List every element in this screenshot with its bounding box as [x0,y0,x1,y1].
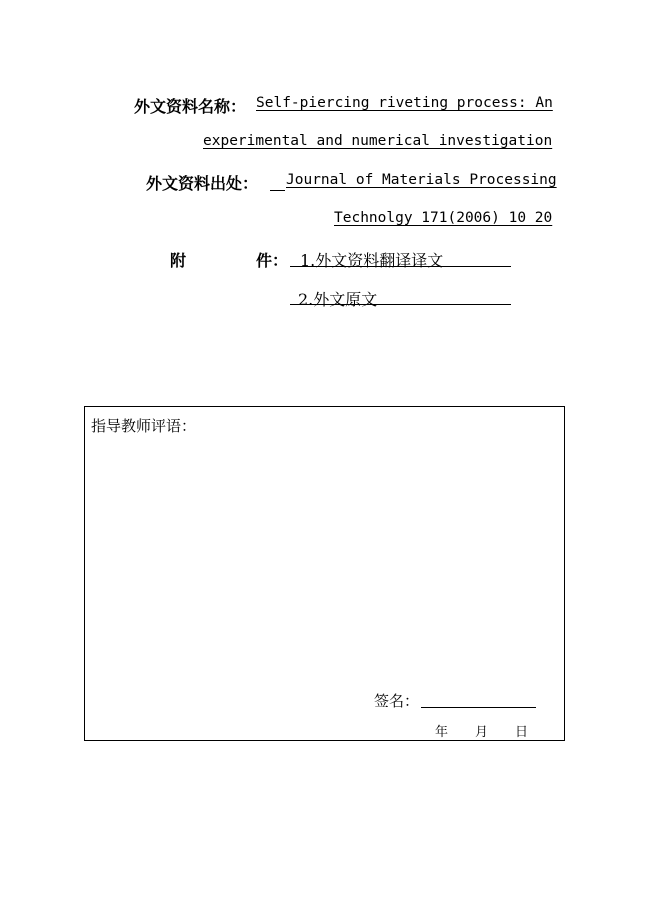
attachment-underline-2 [290,304,511,305]
signature-label: 签名： [374,692,420,710]
attach-label-char-2: 件： [256,251,289,270]
attachment-item-1: 1.外文资料翻译译文 [300,251,444,270]
attach-label-char-1: 附 [170,251,187,270]
date-month-label: 月 [475,725,489,740]
signature-line [421,707,536,708]
title-line-1: Self-piercing riveting process: An [256,95,553,111]
advisor-comment-box [84,406,565,741]
title-line-2: experimental and numerical investigation [203,133,553,149]
title-label: 外文资料名称： [134,97,247,116]
source-label: 外文资料出处： [146,174,259,193]
source-underline-lead [270,190,285,191]
date-day-label: 日 [515,725,529,740]
source-line-2: Technolgy 171(2006) 10 20 [334,210,553,226]
advisor-comment-label: 指导教师评语： [91,417,197,435]
source-line-1: Journal of Materials Processing [286,172,557,188]
attachment-item-2: 2.外文原文 [298,290,378,309]
attachment-underline-1 [290,266,511,267]
date-year-label: 年 [435,725,449,740]
